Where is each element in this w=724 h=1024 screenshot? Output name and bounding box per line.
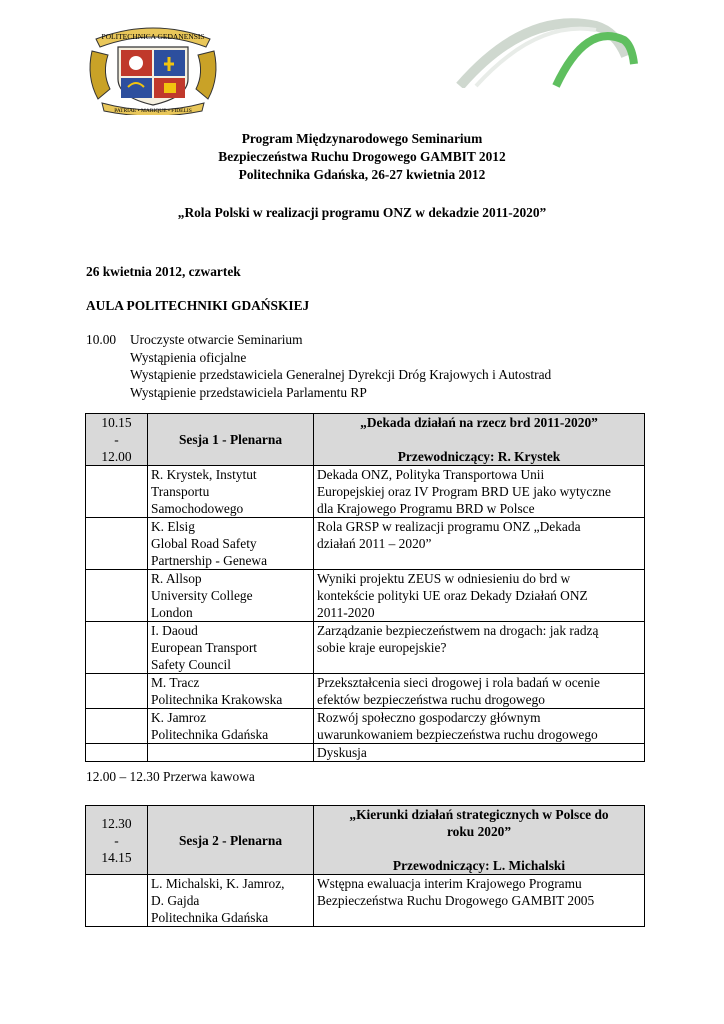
seminar-subtitle: „Rola Polski w realizacji programu ONZ w dekadzie 2011-2020”	[177, 205, 547, 220]
table-row	[86, 622, 645, 674]
session-topic-cell	[314, 806, 645, 875]
speaker-cell: I. Daoud European Transport Safety Council	[148, 622, 314, 674]
university-crest-logo	[84, 17, 222, 115]
session-name-cell	[148, 414, 314, 466]
session-name-cell	[148, 806, 314, 875]
program-title	[0, 130, 724, 184]
crest-motto-text: PATRIAE • MARIQUE • FIDELIS	[114, 108, 192, 114]
speaker-cell: K. Jamroz Politechnika Gdańska	[148, 709, 314, 744]
session-time-sep: -	[114, 432, 119, 447]
talk-title-cell: Wyniki projektu ZEUS w odniesieniu do brd w kontekście polityki UE oraz Dekady Działań ONZ 2011-2020	[314, 570, 645, 622]
session-topic-cell	[314, 414, 645, 466]
session-topic-line: roku 2020”	[446, 824, 512, 839]
crest-banner-text: POLITECHNICA GEDANENSIS	[101, 32, 205, 41]
session-name: Sesja 1 - Plenarna	[178, 432, 283, 447]
speaker-cell: R. Allsop University College London	[148, 570, 314, 622]
session-1-table	[85, 413, 645, 762]
speaker-cell	[148, 744, 314, 762]
talk-title-cell: Rozwój społeczno gospodarczy głównym uwarunkowaniem bezpieczeństwa ruchu drogowego	[314, 709, 645, 744]
session-1-header-row	[86, 414, 645, 466]
gambit-arc-logo	[456, 16, 638, 88]
coffee-break: 12.00 – 12.30 Przerwa kawowa	[86, 769, 255, 784]
session-chair: Przewodniczący: L. Michalski	[392, 858, 566, 873]
session-time-start: 12.30	[101, 815, 132, 831]
session-time-sep: -	[114, 832, 119, 848]
speaker-cell: L. Michalski, K. Jamroz, D. Gajda Politechnika Gdańska	[148, 875, 314, 927]
session-name: Sesja 2 - Plenarna	[178, 832, 283, 848]
table-row	[86, 466, 645, 518]
title-line-1: Program Międzynarodowego Seminarium	[241, 131, 483, 146]
talk-title-cell: Dyskusja	[314, 744, 645, 762]
opening-line: Wystąpienie przedstawiciela Generalnej Dyrekcji Dróg Krajowych i Autostrad	[130, 367, 552, 382]
talk-title-cell: Rola GRSP w realizacji programu ONZ „Dekada działań 2011 – 2020”	[314, 518, 645, 570]
session-time-cell	[86, 414, 148, 466]
session-time-end: 14.15	[101, 849, 132, 865]
table-row	[86, 744, 645, 762]
table-row	[86, 674, 645, 709]
venue: AULA POLITECHNIKI GDAŃSKIEJ	[86, 298, 310, 313]
session-2-header-row	[86, 806, 645, 875]
speaker-cell: M. Tracz Politechnika Krakowska	[148, 674, 314, 709]
talk-title-cell: Wstępna ewaluacja interim Krajowego Programu Bezpieczeństwa Ruchu Drogowego GAMBIT 2005	[314, 875, 645, 927]
session-time-start: 10.15	[101, 415, 132, 430]
session-topic: „Dekada działań na rzecz brd 2011-2020”	[360, 415, 598, 430]
speaker-cell: R. Krystek, Instytut Transportu Samochodowego	[148, 466, 314, 518]
opening-block	[86, 331, 551, 401]
session-chair: Przewodniczący: R. Krystek	[397, 449, 561, 464]
table-row	[86, 875, 645, 927]
session-time-cell	[86, 806, 148, 875]
speaker-cell: K. Elsig Global Road Safety Partnership - Genewa	[148, 518, 314, 570]
opening-line: Wystąpienie przedstawiciela Parlamentu RP	[130, 384, 367, 400]
session-time-end: 12.00	[101, 449, 132, 464]
talk-title-cell: Dekada ONZ, Polityka Transportowa Unii Europejskiej oraz IV Program BRD UE jako wytyczne dla Krajowego Programu BRD w Polsce	[314, 466, 645, 518]
talk-title-cell: Zarządzanie bezpieczeństwem na drogach: jak radzą sobie kraje europejskie?	[314, 622, 645, 674]
table-row	[86, 709, 645, 744]
title-line-2: Bezpieczeństwa Ruchu Drogowego GAMBIT 2012	[218, 149, 506, 164]
opening-line: Uroczyste otwarcie Seminarium	[130, 332, 303, 347]
title-line-3: Politechnika Gdańska, 26-27 kwietnia 2012	[238, 167, 486, 182]
opening-line: Wystąpienia oficjalne	[130, 349, 247, 365]
session-2-table	[85, 805, 645, 927]
opening-time: 10.00	[86, 332, 117, 347]
session-topic-line: „Kierunki działań strategicznych w Polsce do	[349, 807, 609, 822]
day-date: 26 kwietnia 2012, czwartek	[86, 264, 241, 279]
table-row	[86, 518, 645, 570]
table-row	[86, 570, 645, 622]
talk-title-cell: Przekształcenia sieci drogowej i rola badań w ocenie efektów bezpieczeństwa ruchu drogowego	[314, 674, 645, 709]
